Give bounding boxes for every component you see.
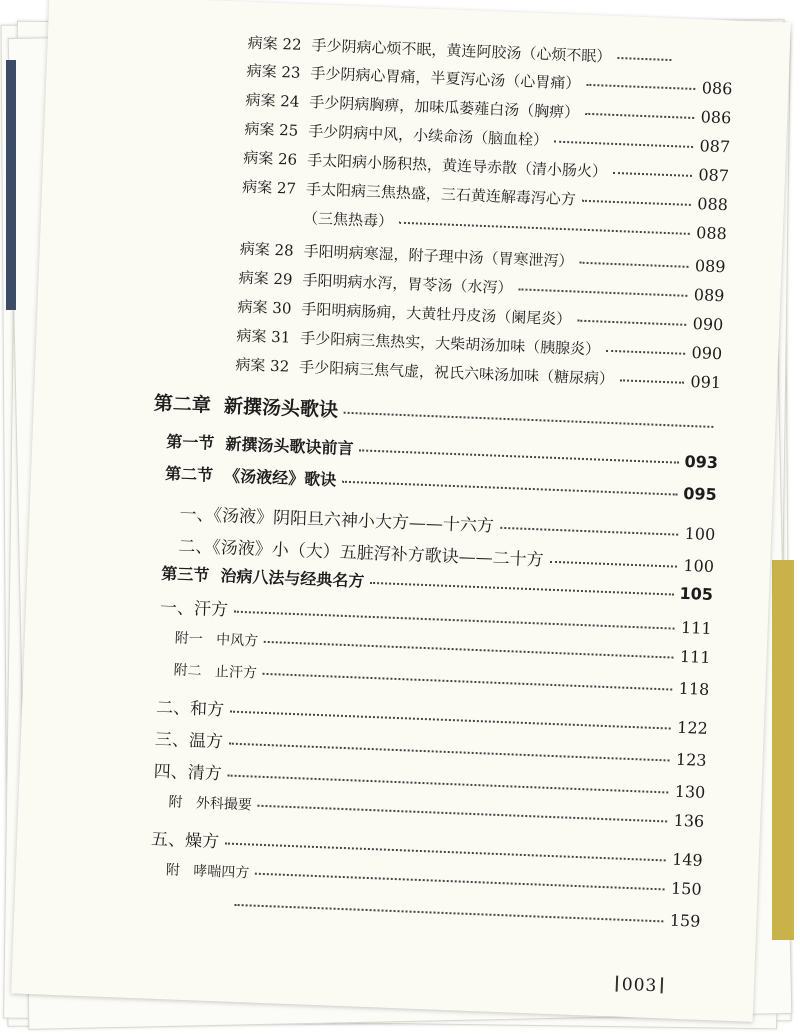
book-cover-edge: [772, 560, 794, 940]
book-page: [11, 0, 791, 1022]
entry-title: 二、和方: [155, 697, 225, 721]
leader-dots: [235, 904, 664, 922]
entry-title: 三、温方: [154, 729, 224, 753]
entry-title: 手少阴病心胃痛，半夏泻心汤（心胃痛）: [310, 64, 581, 93]
leader-dots: [359, 449, 678, 463]
case-number: 病案 26: [242, 148, 298, 169]
page-number: 111: [680, 617, 712, 639]
page-number: 100: [684, 523, 716, 545]
section-number: 第三节: [160, 563, 210, 585]
chapter-number: 第二章: [153, 392, 212, 417]
page-number: 088: [696, 194, 729, 215]
entry-title: 手少阴病胸痹，加味瓜蒌薤白汤（胸痹）: [309, 93, 580, 122]
case-number: 病案 29: [238, 268, 293, 289]
page-number: 100: [683, 555, 715, 577]
leader-dots: [258, 805, 668, 823]
leader-dots: [370, 582, 673, 596]
case-number: 病案 25: [244, 119, 299, 140]
page-number: 095: [683, 483, 718, 505]
case-number: 病案 30: [237, 297, 292, 318]
leader-dots: [577, 320, 687, 326]
entry-title: 手阳明病寒湿，附子理中汤（胃寒泄泻）: [303, 242, 574, 271]
leader-dots: [606, 350, 686, 355]
leader-dots: [264, 641, 674, 659]
entry-title: 外科撮要: [195, 795, 253, 814]
page-folio: [611, 974, 667, 996]
page-number: 136: [673, 810, 705, 831]
section-title: 新撰汤头歌诀前言: [225, 434, 354, 459]
page-number: 090: [691, 343, 723, 364]
entry-title: 手阳明病水泻，胃苓汤（水泻）: [302, 271, 513, 298]
folio-bar: [616, 976, 619, 992]
folio-number: 003: [621, 974, 658, 997]
appendix-number: 附: [168, 794, 183, 811]
entry-title: 四、清方: [153, 761, 223, 785]
leader-dots: [399, 222, 690, 235]
appendix-number: 附一: [174, 630, 204, 648]
entry-title: 五、燥方: [150, 829, 220, 853]
leader-dots: [620, 379, 685, 383]
page-number: 105: [679, 583, 714, 605]
case-number: 病案 24: [245, 90, 300, 111]
appendix-number: 附二: [173, 662, 202, 680]
leader-dots: [500, 527, 679, 536]
entry-title: 止汗方: [214, 663, 258, 682]
page-number: 111: [679, 646, 711, 667]
leader-dots: [582, 200, 692, 206]
entry-title: 二、《汤液》小（大）五脏泻补方歌诀——二十方: [177, 536, 544, 571]
page-number: 090: [692, 314, 724, 335]
case-number: 病案 22: [247, 33, 302, 54]
leader-dots: [225, 842, 666, 861]
leader-dots: [586, 84, 696, 90]
section-number: 第二节: [164, 463, 214, 485]
leader-dots: [234, 611, 675, 630]
section-title: 《汤液经》歌诀: [223, 466, 337, 490]
leader-dots: [617, 57, 671, 61]
case-number: 病案 32: [235, 355, 290, 376]
section-title: 治病八法与经典名方: [220, 566, 365, 591]
toc-entry-continued: [228, 894, 700, 931]
appendix-number: 附: [165, 862, 181, 879]
case-number: 病案 23: [246, 61, 301, 82]
leader-dots: [230, 711, 671, 730]
leader-dots: [342, 481, 677, 496]
entry-title: 手少阳病三焦气虚，祝氏六味汤加味（糖尿病）: [298, 357, 615, 389]
leader-dots: [228, 775, 669, 794]
entry-title: 哮喘四方: [192, 863, 250, 882]
leader-dots: [579, 262, 689, 268]
leader-dots: [255, 873, 665, 891]
page-number: 093: [684, 451, 719, 473]
entry-title: （三焦热毒）: [302, 209, 394, 231]
book-cover-edge: [6, 60, 16, 310]
page-number: 087: [699, 136, 731, 157]
page-number: 087: [698, 165, 730, 186]
page-number: 089: [694, 256, 726, 277]
entry-title: 手少阴病中风，小续命汤（脑血栓）: [307, 122, 549, 150]
page-number: 123: [675, 749, 707, 770]
leader-dots: [518, 288, 688, 297]
page-number: 086: [701, 78, 733, 99]
table-of-contents: [49, 0, 790, 931]
appendix-entry: [173, 659, 709, 700]
entry-title: 手少阳病三焦热实，大柴胡汤加味（胰腺炎）: [299, 329, 601, 359]
page-number: 118: [678, 678, 710, 699]
page-number: 089: [693, 285, 725, 306]
section-number: 第一节: [166, 431, 215, 453]
page-number: 149: [671, 849, 704, 870]
chapter-title: 新撰汤头歌诀: [223, 395, 339, 422]
entry-title: 手阳明病肠痈，大黄牡丹皮汤（阑尾炎）: [301, 300, 572, 329]
page-number: 130: [674, 781, 706, 802]
entry-title: 手太阳病小肠积热，黄连导赤散（清小肠火）: [306, 151, 608, 181]
leader-dots: [229, 743, 670, 762]
page-number: 091: [690, 372, 722, 393]
leader-dots: [585, 113, 695, 119]
entry-title: 一、《汤液》阴阳旦六神小大方——十六方: [179, 504, 495, 537]
leader-dots: [550, 561, 678, 568]
page-number: 150: [670, 878, 702, 899]
entry-title: 手太阳病三焦热盛，三石黄连解毒泻心方: [305, 180, 577, 209]
leader-dots: [263, 673, 673, 691]
case-number: 病案 28: [239, 239, 295, 260]
entry-title: 手少阴病心烦不眠，黄连阿胶汤（心烦不眠）: [311, 36, 612, 66]
case-number: 病案 31: [236, 326, 291, 347]
leader-dots: [344, 412, 714, 428]
chapter-heading: [153, 388, 720, 437]
leader-dots: [554, 141, 694, 148]
folio-bar: [661, 977, 664, 993]
leader-dots: [613, 172, 693, 177]
page-number: 086: [700, 107, 732, 128]
page-number: 159: [669, 910, 701, 931]
page-number: 088: [695, 223, 728, 244]
entry-title: 中风方: [215, 632, 259, 650]
entry-title: 一、汗方: [159, 597, 229, 621]
case-number: 病案 27: [241, 177, 297, 198]
page-number: 122: [676, 717, 709, 738]
